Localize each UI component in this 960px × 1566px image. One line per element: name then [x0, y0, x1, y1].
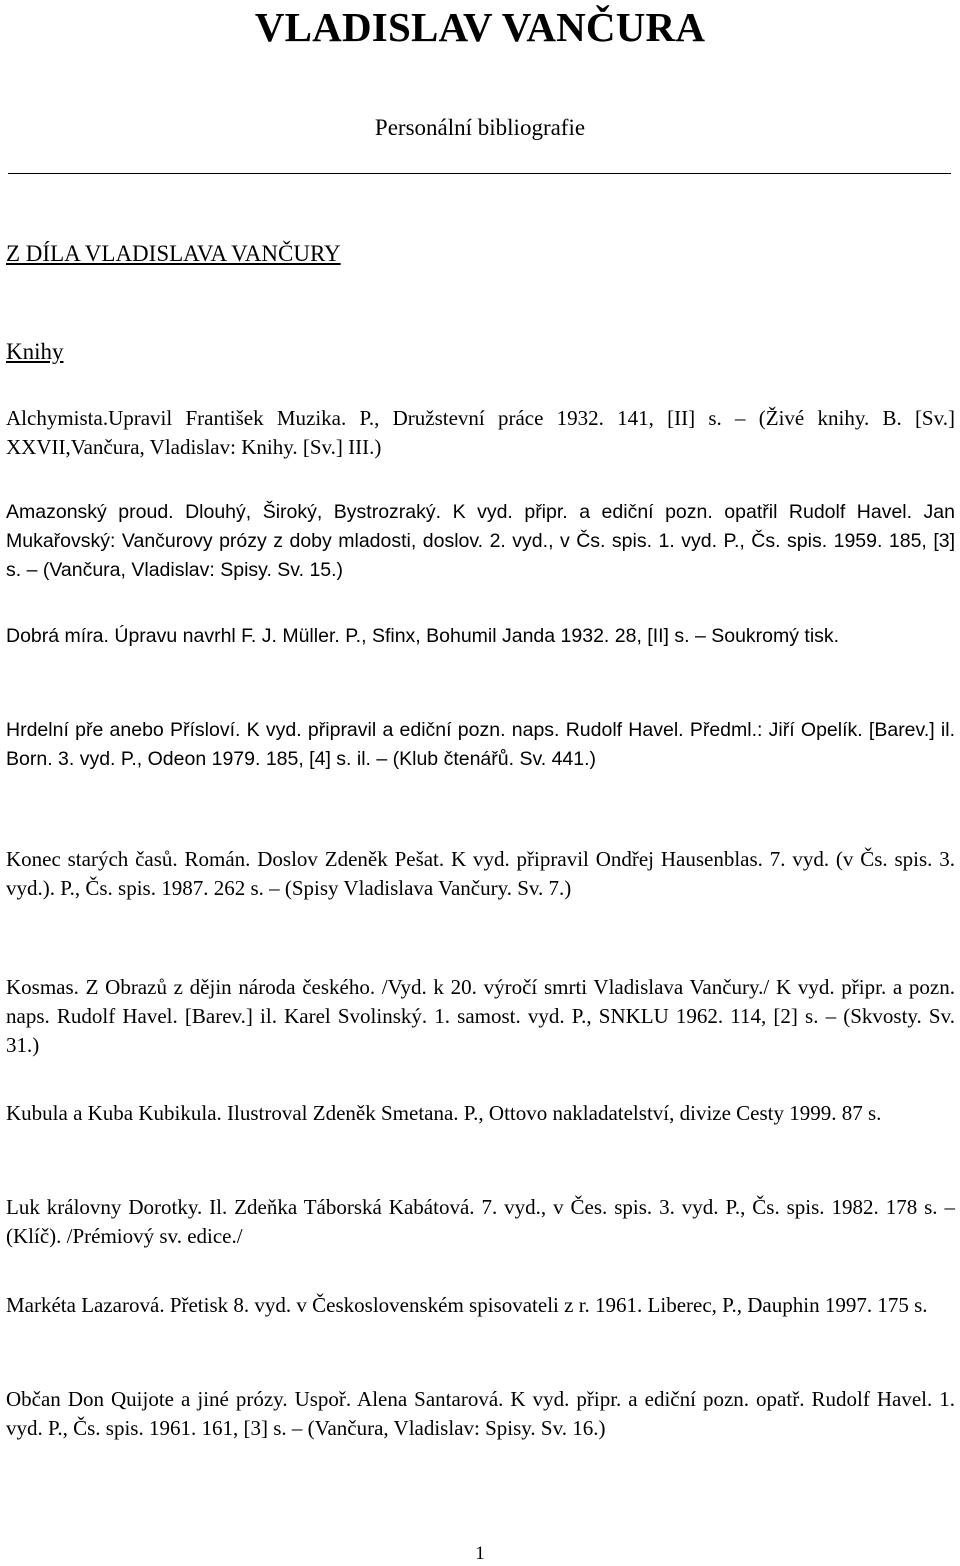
- bibliography-entry: Alchymista.Upravil František Muzika. P., Družstevní práce 1932. 141, [II] s. – (Živé knihy. B. [Sv.] XXVII,Vančura, Vladislav: Knihy. [Sv.] III.): [6, 406, 955, 459]
- bibliography-entry: Markéta Lazarová. Přetisk 8. vyd. v Československém spisovateli z r. 1961. Liberec, P., Dauphin 1997. 175 s.: [6, 1293, 928, 1317]
- bibliography-entry: Konec starých časů. Román. Doslov Zdeněk Pešat. K vyd. připravil Ondřej Hausenblas. 7. vyd. (v Čs. spis. 3. vyd.). P., Čs. spis. 1987. 262 s. – (Spisy Vladislava Vančury. Sv. 7.): [6, 847, 955, 900]
- bibliography-entry: Kosmas. Z Obrazů z dějin národa českého. /Vyd. k 20. výročí smrti Vladislava Vančury./ K vyd. připr. a pozn. naps. Rudolf Havel. [Barev.] il. Karel Svolinský. 1. samost. vyd. P., SNKLU 1962. 114, [2] s. – (Skvosty. Sv. 31.): [6, 975, 955, 1057]
- sub-heading-books: Knihy: [6, 339, 64, 364]
- bibliography-entry: Hrdelní pře anebo Přísloví. K vyd. připravil a ediční pozn. naps. Rudolf Havel. Předml.: Jiří Opelík. [Barev.] il. Born. 3. vyd. P., Odeon 1979. 185, [4] s. il. – (Klub čtenářů. Sv. 441.): [6, 719, 955, 770]
- bibliography-entry: Luk královny Dorotky. Il. Zdeňka Táborská Kabátová. 7. vyd., v Čes. spis. 3. vyd. P., Čs. spis. 1982. 178 s. – (Klíč). /Prémiový sv. edice./: [6, 1195, 955, 1248]
- section-heading: Z DÍLA VLADISLAVA VANČURY: [6, 241, 341, 266]
- page-subtitle: Personální bibliografie: [374, 115, 586, 140]
- bibliography-entry: Dobrá míra. Úpravu navrhl F. J. Müller. P., Sfinx, Bohumil Janda 1932. 28, [II] s. – Soukromý tisk.: [6, 625, 840, 647]
- page-number: 1: [475, 1543, 485, 1564]
- bibliography-entry: Amazonský proud. Dlouhý, Široký, Bystrozraký. K vyd. připr. a ediční pozn. opatřil Rudolf Havel. Jan Mukařovský: Vančurovy prózy z doby mladosti, doslov. 2. vyd., v Čs. spis. 1. vyd. P., Čs. spis. 1959. 185, [3] s. – (Vančura, Vladislav: Spisy. Sv. 15.): [6, 501, 955, 581]
- page-title: VLADISLAV VANČURA: [254, 4, 706, 50]
- horizontal-rule: [8, 173, 951, 174]
- bibliography-entry: Občan Don Quijote a jiné prózy. Uspoř. Alena Santarová. K vyd. připr. a ediční pozn. opatř. Rudolf Havel. 1. vyd. P., Čs. spis. 1961. 161, [3] s. – (Vančura, Vladislav: Spisy. Sv. 16.): [6, 1387, 955, 1440]
- bibliography-entry: Kubula a Kuba Kubikula. Ilustroval Zdeněk Smetana. P., Ottovo nakladatelství, divize Cesty 1999. 87 s.: [6, 1101, 882, 1125]
